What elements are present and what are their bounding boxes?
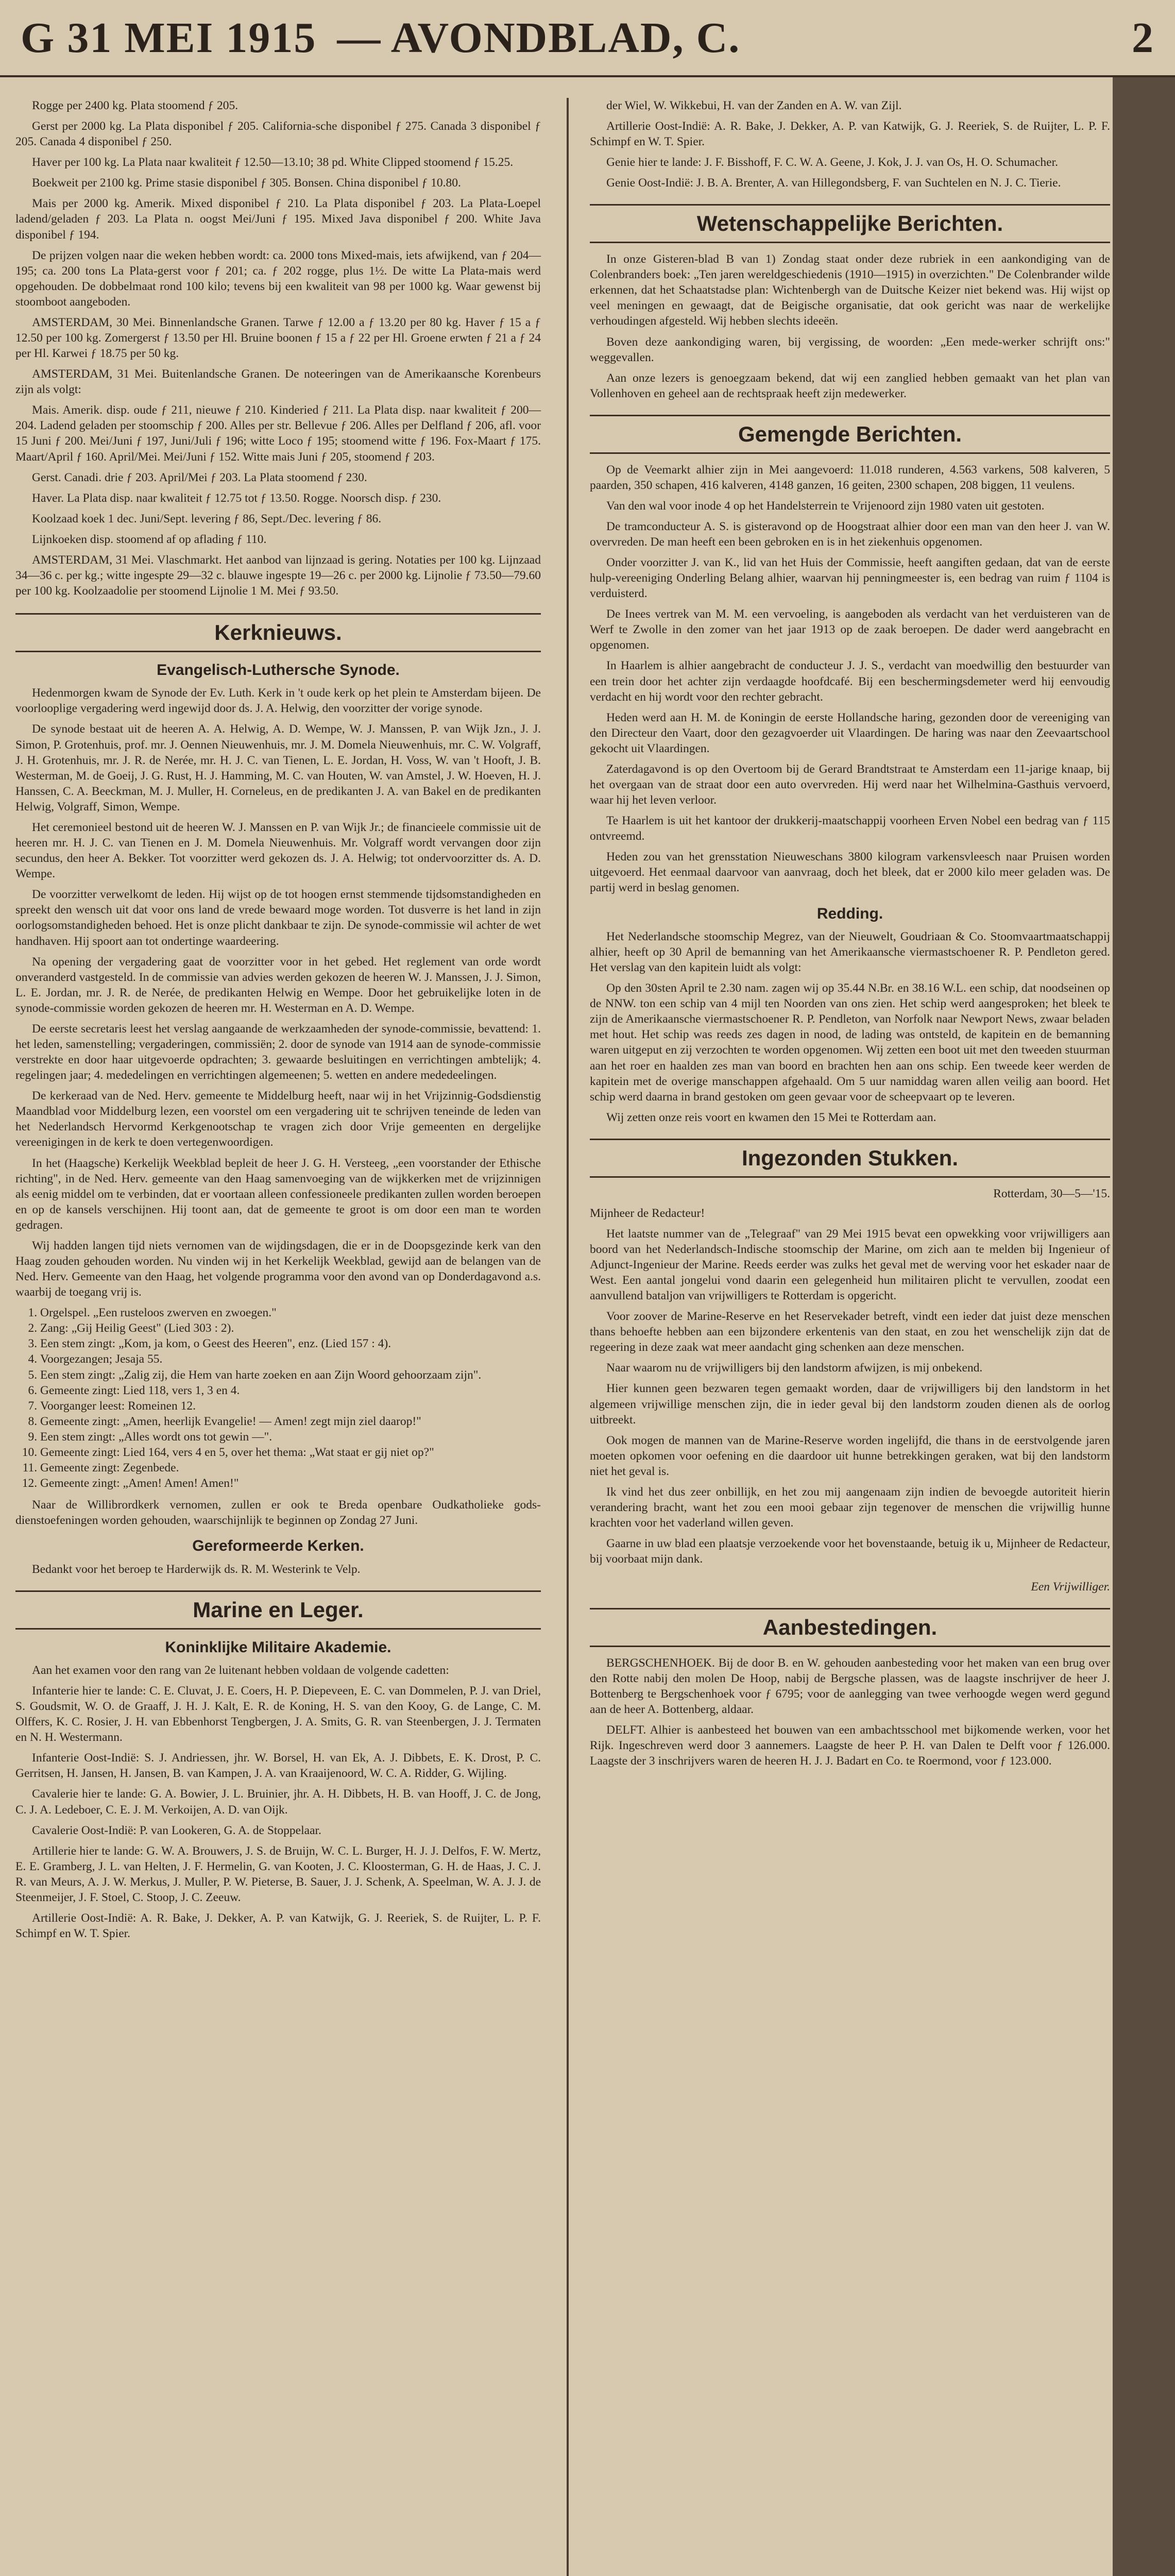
wetenschappelijke-heading: Wetenschappelijke Berichten. [590, 204, 1110, 243]
program-item: 7. Voorganger leest: Romeinen 12. [40, 1398, 541, 1414]
paragraph: De tramconducteur A. S. is gisteravond op de Hoogstraat alhier door een man van den heer J. van W. overvreden. De man heeft een been gebroken en is in het ziekenhuis opgenomen. [590, 519, 1110, 549]
paragraph: AMSTERDAM, 31 Mei. Buitenlandsche Granen. De noteeringen van de Amerikaansche Korenbeurs zijn als volgt: [15, 367, 541, 397]
paragraph: De Inees vertrek van M. M. een vervoeling, is aangeboden als verdacht van het verduisteren van de Werf te Zwolle in den zomer van het jaar 1913 op de zaak beroepen. De dader werd aangebracht en opgenomen. [590, 607, 1110, 652]
paragraph: Van den wal voor inode 4 op het Handelsterrein te Vrijenoord zijn 1980 vaten uit gestoten. [606, 499, 1045, 513]
letter-salutation: Mijnheer de Redacteur! [590, 1206, 705, 1220]
gemengde-paragraphs [590, 462, 1110, 896]
weekblad-paragraphs [15, 1156, 541, 1300]
letter-signature: Een Vrijwilliger. [1031, 1580, 1110, 1594]
paragraph: Lijnkoeken disp. stoomend af op aflading ƒ 110. [32, 532, 267, 546]
paragraph: Mais per 2000 kg. Amerik. Mixed disponibel ƒ 210. La Plata disponibel ƒ 203. La Plata-Loepel ladend/geladen ƒ 203. La Plata n. oogst Mei/Juni ƒ 195. Mixed Java disponibel ƒ 200. White Java disponibel ƒ 194. [15, 197, 541, 242]
paragraph: In het (Haagsche) Kerkelijk Weekblad bepleit de heer J. G. H. Versteeg, „een voorstander der Ethische richting", in de Ned. Herv. gemeente van den Haag samenvoeging van de wijkkerken met de vrijzinnigen als eenig middel om te verbinden, dat er voortaan alleen confessioneele predikanten zullen worden beroepen en op de kansels verschijnen. Hij toont aan, dat de gemeente te groot is om door een man te worden gedragen. [15, 1156, 541, 1232]
market-section [15, 98, 541, 599]
paragraph: Haver. La Plata disp. naar kwaliteit ƒ 12.75 tot ƒ 13.50. Rogge. Noorsch disp. ƒ 230. [32, 491, 441, 505]
paragraph: Na opening der vergadering gaat de voorzitter voor in het gebed. Het reglement van orde wordt onveranderd vastgesteld. In de commissie van advies werden gekozen de heeren W. J. Manssen, J. J. Simon, L. E. Jordan, mr. J. R. de Nerée, de predikanten Helwig en Wempe. Door het gebruikelijke loten in de synode-commissie worden gekozen de heeren mr. H. Westerman en A. D. Wempe. [15, 955, 541, 1015]
program-item: 1. Orgelspel. „Een rusteloos zwerven en zwoegen." [40, 1305, 541, 1320]
market-list [15, 98, 541, 599]
masthead-edition: — AVONDBLAD, C. [337, 13, 741, 62]
program-item: 9. Een stem zingt: „Alles wordt ons tot gewin —". [40, 1429, 541, 1445]
program-item: 5. Een stem zingt: „Zalig zij, die Hem van harte zoeken en aan Zijn Woord gehoorzaam zijn". [40, 1367, 541, 1383]
paragraph: Wij zetten onze reis voort en kwamen den 15 Mei te Rotterdam aan. [606, 1110, 936, 1124]
paragraph: Hier kunnen geen bezwaren tegen gemaakt worden, daar de vrijwilligers bij den landstorm in het algemeen vrijwillige menschen zijn, die in ieder geval bij den landstorm zouden dienen als de oorlog uitbreekt. [590, 1382, 1110, 1427]
paragraph: De voorzitter verwelkomt de leden. Hij wijst op de tot hoogen ernst stemmende tijdsomstandigheden en spreekt den wensch uit dat voor ons land de vrede bewaard moge worden. Tot dusverre is het land in zijn oorlogsomstandigheden behoed. Het is onze plicht dankbaar te zijn. De synode-commissie wil achter de wet handhaven. Hij spoort aan tot ondertinge waardeering. [15, 888, 541, 948]
right-column [590, 98, 1110, 1774]
paragraph: Onder voorzitter J. van K., lid van het Huis der Commissie, heeft aangiften gedaan, dat van de eerste hulp-vereeniging Onderling Belang alhier, waarvan hij penningmeester is, een bedrag van ruim ƒ 1104 is verduisterd. [590, 555, 1110, 601]
paragraph: Koolzaad koek 1 dec. Juni/Sept. levering ƒ 86, Sept./Dec. levering ƒ 86. [32, 512, 382, 526]
program-item: 11. Gemeente zingt: Zegenbede. [40, 1460, 541, 1476]
redding-paragraphs [590, 929, 1110, 1125]
aanbestedingen-heading: Aanbestedingen. [590, 1608, 1110, 1647]
paragraph: Genie hier te lande: J. F. Bisshoff, F. C. W. A. Geene, J. Kok, J. J. van Os, H. O. Schumacher. [606, 156, 1058, 170]
redding-heading: Redding. [816, 905, 883, 922]
paragraph: Infanterie Oost-Indië: S. J. Andriessen, jhr. W. Borsel, H. van Ek, A. J. Dibbets, E. K. Drost, P. C. Gerritsen, H. Jansen, H. Jansen, B. van Kampen, J. A. van Kraaijenoord, W. C. A. Ridder, G. Wijling. [15, 1751, 541, 1781]
paragraph: der Wiel, W. Wikkebui, H. van der Zanden en A. W. van Zijl. [606, 99, 902, 112]
willibrord-paragraph: Naar de Willibrordkerk vernomen, zullen er ook te Breda openbare Oudkatholieke gods-dienstoefeningen worden gehouden, waarschijnlijk te beginnen op Zondag 27 Juni. [15, 1498, 541, 1528]
aanbestedingen-paragraphs [590, 1655, 1110, 1769]
paragraph: Naar waarom nu de vrijwilligers bij den landstorm afwijzen, is mij onbekend. [606, 1361, 983, 1375]
paragraph: Ook mogen de mannen van de Marine-Reserve worden ingelijfd, die thans in de eerstvolgende jaren moeten opkomen voor oefening en die daardoor uit hunne betrekkingen geraken, wat bij den landstorm niet het geval is. [590, 1433, 1110, 1478]
gemengde-heading: Gemengde Berichten. [590, 415, 1110, 454]
paragraph: BERGSCHENHOEK. Bij de door B. en W. gehouden aanbesteding voor het maken van een brug over den Rotte nabij den molen De Hoop, nabij de Bergsche plassen, was de laagste inschrijver de heer J. Bottenberg te Bergschenhoek voor ƒ 6795; voor de aanlegging van twee verhoogde wegen werd gegund aan de heer A. Bottenberg, aldaar. [590, 1656, 1110, 1716]
masthead-left [21, 13, 740, 63]
paragraph: De kerkeraad van de Ned. Herv. gemeente te Middelburg heeft, naar wij in het Vrijzinnig-Godsdienstig Maandblad voor Middelburg lezen, een voorstel om een vergadering uit te schrijven teneinde de leden van het Nederlandsch Hervormd Kerkgenootschap te vragen zich door Vrije gemeenten en dergelijke vereenigingen in de kerk te doen vertegenwoordigen. [15, 1089, 541, 1149]
marine-paragraphs [15, 1663, 541, 1941]
program-item: 4. Voorgezangen; Jesaja 55. [40, 1351, 541, 1367]
paragraph: Heden zou van het grensstation Nieuweschans 3800 kilogram varkensvleesch naar Pruisen worden uitgevoerd. Het eenmaal daarvoor van aanvraag, doch het bleek, dat er 2000 kilo meer geladen was. De partij werd in beslag genomen. [590, 850, 1110, 895]
paragraph: Mais. Amerik. disp. oude ƒ 211, nieuwe ƒ 210. Kinderied ƒ 211. La Plata disp. naar kwaliteit ƒ 200—204. Ladend geladen per stoomschip ƒ 200. Alles per str. Bellevue ƒ 206. Alles per Delfland ƒ 206, afl. voor 15 Juni ƒ 200. Mei/Juni ƒ 197, Juni/Juli ƒ 196; witte Loco ƒ 195; stoomend witte ƒ 196. Fox-Maart ƒ 175. Maart/April ƒ 160. April/Mei. Mei/Juni ƒ 152. Witte mais Juni ƒ 205, stoomend ƒ 203. [15, 403, 541, 464]
paragraph: Boven deze aankondiging waren, bij vergissing, de woorden: „Een mede-werker schrijft ons:" weggevallen. [590, 335, 1110, 364]
program-item: 3. Een stem zingt: „Kom, ja kom, o Geest des Heeren", enz. (Lied 157 : 4). [40, 1336, 541, 1351]
gereformeerde-heading: Gereformeerde Kerken. [192, 1537, 364, 1555]
paragraph: De prijzen volgen naar die weken hebben wordt: ca. 2000 tons Mixed-mais, iets afwijkend, van ƒ 204—195; ca. 200 tons La Plata-gerst voor ƒ 201; ca. ƒ 202 rogge, plus 1½. De witte La Plata-mais werd opgehouden. De dobbelmaat rond 100 kilo; tevens bij een kwaliteit van 98 per 1000 kg. Waar gewenst bij stoomboot aangeboden. [15, 248, 541, 309]
masthead-page-number: 2 [1132, 13, 1154, 62]
paragraph: DELFT. Alhier is aanbesteed het bouwen van een ambachtsschool met bijkomende werken, voor het Rijk. Ingeschreven werd door 3 aannemers. Laagste de heer P. H. van Dalen te Delft voor ƒ 126.000. Laagste der 3 inschrijvers waren de heeren H. J. J. Badart en Co. te Roermond, voor ƒ 123.000. [590, 1723, 1110, 1768]
program-item: 8. Gemeente zingt: „Amen, heerlijk Evangelie! — Amen! zegt mijn ziel daarop!" [40, 1414, 541, 1429]
right-top-paragraphs [590, 98, 1110, 191]
paragraph: Cavalerie Oost-Indië: P. van Lookeren, G. A. de Stoppelaar. [32, 1823, 321, 1837]
paragraph: Artillerie hier te lande: G. W. A. Brouwers, J. S. de Bruijn, W. C. L. Burger, H. J. J. Delfos, F. W. Mertz, E. E. Gramberg, J. L. van Helten, J. F. Hermelin, G. van Kooten, J. C. Kloosterman, G. H. de Haas, J. C. J. R. van Meurs, A. J. W. Merkus, J. Muller, P. W. Pieterse, B. Sauer, J. J. Schenk, A. Speelman, W. A. J. J. de Steenmeijer, J. F. Stoel, C. Stoop, J. C. Zeeuw. [15, 1844, 541, 1904]
paragraph: Zaterdagavond is op den Overtoom bij de Gerard Brandtstraat te Amsterdam een 11-jarige knaap, bij het overgaan van de straat door een auto overvreden. Hij werd naar het Wilhelmina-Gasthuis vervoerd, waar hij het leven verloor. [590, 762, 1110, 807]
gereformeerde-paragraph: Bedankt voor het beroep te Harderwijk ds. R. M. Westerink te Velp. [32, 1562, 361, 1576]
kerk-paragraphs [15, 685, 541, 1150]
wetenschappelijke-paragraphs [590, 251, 1110, 401]
paragraph: Heden werd aan H. M. de Koningin de eerste Hollandsche haring, gezonden door de vereeniging van den Directeur den Vaart, door den gezagvoerder uit Vlaardingen. De haring was naar den Zeevaartschool gekocht uit Vlaardingen. [590, 710, 1110, 755]
paragraph: Gerst per 2000 kg. La Plata disponibel ƒ 205. California-sche disponibel ƒ 275. Canada 3 disponibel ƒ 205. Canada 4 disponibel ƒ 250. [15, 120, 541, 149]
paragraph: De eerste secretaris leest het verslag aangaande de werkzaamheden der synode-commissie, bevattend: 1. het leden, samenstelling; vergaderingen, commissiën; 2. door de synode van 1914 aan de synode-commissie verstrekte en door haar uitgevoerde opdrachten; 3. gewaarde besluitingen en verrichtingen ambtelijk; 4. regelingen jaar; 4. mededelingen en verrichtingen algemeenen; 5. wetten en andere mededeelingen. [15, 1022, 541, 1082]
ingezonden-heading: Ingezonden Stukken. [590, 1139, 1110, 1178]
paragraph: Het Nederlandsche stoomschip Megrez, van der Nieuwelt, Goudriaan & Co. Stoomvaartmaatschappij alhier, heeft op 30 April de bemanning van het Amerikaansche viermastschoener R. P. Pendleton gered. Het verslag van den kapitein luidt als volgt: [590, 929, 1110, 975]
marine-leger-heading: Marine en Leger. [15, 1590, 541, 1630]
paragraph: Voor zoover de Marine-Reserve en het Reservekader betreft, vindt een ieder dat juist deze menschen thans behoefte hebben aan een bijzondere erkentenis van den staat, en zou het wenschelijk zijn dat de regeering in deze zaak wat meer aandacht ging schenken aan deze menschen. [590, 1310, 1110, 1354]
paragraph: Te Haarlem is uit het kantoor der drukkerij-maatschappij voorheen Erven Nobel een bedrag van ƒ 115 ontvreemd. [590, 814, 1110, 843]
paragraph: Artillerie Oost-Indië: A. R. Bake, J. Dekker, A. P. van Katwijk, G. J. Reeriek, S. de Ruijter, L. P. F. Schimpf en W. T. Spier. [590, 120, 1110, 149]
paragraph: Haver per 100 kg. La Plata naar kwaliteit ƒ 12.50—13.10; 38 pd. White Clipped stoomend ƒ 15.25. [32, 156, 514, 170]
paragraph: Op de Veemarkt alhier zijn in Mei aangevoerd: 11.018 runderen, 4.563 varkens, 508 kalveren, 5 paarden, 350 schapen, 416 kalveren, 4148 ganzen, 16 geiten, 2300 schapen, 208 biggen, 11 veulens. [590, 463, 1110, 492]
paragraph: Het laatste nummer van de „Telegraaf" van 29 Mei 1915 bevat een opwekking voor vrijwilligers aan boord van het Nederlandsch-Indische stoomschip der Marine, om zich aan te melden bij Ingenieur of Adjunct-Ingenieur der Marine. Reeds eerder was zulks het geval met de werving voor het eskader naar de West. Een aantal jongelui vond daarin een gelegenheid hun militairen plicht te vervullen, zoodat een aanvullend bataljon van vrijwilligers te Rotterdam is opgericht. [590, 1227, 1110, 1303]
program-item: 2. Zang: „Gij Heilig Geest" (Lied 303 : 2). [40, 1320, 541, 1336]
letter-date: Rotterdam, 30—5—'15. [993, 1187, 1110, 1200]
paragraph: Het ceremonieel bestond uit de heeren W. J. Manssen en P. van Wijk Jr.; de financieele commissie uit de heeren mr. H. J. C. van Tienen en J. M. Domela Nieuwenhuis. Mr. Volgraff wordt vervangen door zijn secundus, den heer A. Bekker. Tot voorzitter werd gekozen ds. J. A. Helwig; tot ondervoorzitter ds. A. D. Wempe. [15, 820, 541, 881]
akademie-heading: Koninklijke Militaire Akademie. [165, 1638, 391, 1656]
paragraph: AMSTERDAM, 30 Mei. Binnenlandsche Granen. Tarwe ƒ 12.00 a ƒ 13.20 per 80 kg. Haver ƒ 15 a ƒ 12.50 per 100 kg. Zomergerst ƒ 13.50 per Hl. Bruine boonen ƒ 15 a ƒ 22 per Hl. Groene erwten ƒ 21 a ƒ 24 per Hl. Karwei ƒ 18.75 per 50 kg. [15, 315, 541, 361]
column-divider [567, 98, 569, 2576]
lutheran-synod-heading: Evangelisch-Luthersche Synode. [157, 661, 400, 679]
paragraph: Op den 30sten April te 2.30 nam. zagen wij op 35.44 N.Br. en 38.16 W.L. een schip, dat noodseinen op de NNW. ton een schip van 4 mijl ten Noorden van ons zien. Het schip werd aangesproken; het bleek te zijn de Amerikaansche viermastschoener R. P. Pendleton, van Norfolk naar Newport News, zwaar beladen met hout. Het schip was reeds zes dagen in nood, de lading was ontsteld, de kapitein en de bemanning waren uitgeput en zij verzochten te worden opgenomen. Wij zetten een boot uit met den tweeden stuurman aan het roer en haalden zes man van boord en brachten hen aan ons schip. Een tweede keer werden de kapitein met de overige manschappen afgehaald. Om 5 uur namiddag waren allen veilig aan boord. Het schip werd daarna in brand gestoken om geen gevaar voor de scheepvaart op te leveren. [590, 981, 1110, 1104]
program-item: 6. Gemeente zingt: Lied 118, vers 1, 3 en 4. [40, 1383, 541, 1398]
paragraph: Artillerie Oost-Indië: A. R. Bake, J. Dekker, A. P. van Katwijk, G. J. Reeriek, S. de Ruijter, L. P. F. Schimpf en W. T. Spier. [15, 1911, 541, 1941]
program-item: 10. Gemeente zingt: Lied 164, vers 4 en 5, over het thema: „Wat staat er gij niet op?" [40, 1445, 541, 1460]
masthead-date: G 31 MEI 1915 [21, 13, 317, 62]
paragraph: Wij hadden langen tijd niets vernomen van de wijdingsdagen, die er in de Doopsgezinde kerk van den Haag zouden gehouden worden. Nu vinden wij in het Kerkelijk Weekblad, gewijd aan de belangen van de Ned. Herv. Gemeente van den Haag, het volgende programma voor den avond van op Donderdagavond a.s. waarbij de toegang vrij is. [15, 1239, 541, 1299]
left-column [15, 98, 541, 1946]
program-item: 12. Gemeente zingt: „Amen! Amen! Amen!" [40, 1476, 541, 1491]
torn-edge-background [1113, 77, 1175, 2576]
paragraph: Genie Oost-Indië: J. B. A. Brenter, A. van Hillegondsberg, F. van Suchtelen en N. J. C. Tierie. [606, 176, 1061, 190]
paragraph: Aan het examen voor den rang van 2e luitenant hebben voldaan de volgende cadetten: [32, 1663, 449, 1677]
paragraph: In Haarlem is alhier aangebracht de conducteur J. J. S., verdacht van moedwillig den bestuurder van een trein door het achter zijn verdaagde hoofdcafé. Bij een beschermingsdemeter werd hij eenvoudig verdacht en hij wordt voor den rechter gebracht. [590, 659, 1110, 704]
paragraph: Infanterie hier te lande: C. E. Cluvat, J. E. Coers, H. P. Diepeveen, E. C. van Dommelen, P. J. van Driel, S. Goudsmit, W. O. de Graaff, J. H. J. Kalt, E. R. de Koning, H. S. van den Kooy, G. de Lange, C. M. Olffers, K. C. Rosier, J. H. van Ebbenhorst Tengbergen, J. A. Smits, G. R. van Steenbergen, J. J. Termaten en N. H. Westermann. [15, 1684, 541, 1744]
program-list [15, 1305, 541, 1491]
paragraph: Boekweit per 2100 kg. Prime stasie disponibel ƒ 305. Bonsen. China disponibel ƒ 10.80. [32, 176, 461, 190]
paragraph: AMSTERDAM, 31 Mei. Vlaschmarkt. Het aanbod van lijnzaad is gering. Notaties per 100 kg. Lijnzaad 34—36 c. per kg.; witte ingespte 29—32 c. blauwe ingespte 19—26 c. per 2000 kg. Lijnolie ƒ 73.50—79.60 per 100 kg. Koolzaadolie per stoomend Lijnolie 1 M. Mei ƒ 93.50. [15, 553, 541, 598]
paragraph: Gaarne in uw blad een plaatsje verzoekende voor het bovenstaande, betuig ik u, Mijnheer de Redacteur, bij voorbaat mijn dank. [590, 1537, 1110, 1566]
paragraph: Cavalerie hier te lande: G. A. Bowier, J. L. Bruinier, jhr. A. H. Dibbets, H. B. van Hooff, J. C. de Jong, C. J. A. Ledeboer, C. E. J. M. Verkoijen, A. D. van Oijk. [15, 1787, 541, 1817]
letter-paragraphs [590, 1226, 1110, 1567]
paragraph: Hedenmorgen kwam de Synode der Ev. Luth. Kerk in 't oude kerk op het plein te Amsterdam bijeen. De voorlooplige vergadering werd ingewijd door ds. J. A. Helwig, den voorzitter der vorige synode. [15, 686, 541, 716]
masthead [0, 0, 1175, 77]
kerknieuws-heading: Kerknieuws. [15, 613, 541, 652]
paragraph: Aan onze lezers is genoegzaam bekend, dat wij een zanglied hebben gemaakt van het plan van Vollenhoven en geheel aan de rechtspraak heeft zijn medewerker. [590, 371, 1110, 400]
paragraph: De synode bestaat uit de heeren A. A. Helwig, A. D. Wempe, W. J. Manssen, P. van Wijk Jzn., J. J. Simon, P. Grotenhuis, prof. mr. J. Oennen Nieuwenhuis, mr. J. M. Domela Nieuwenhuis, mr. C. W. Volgraff, J. H. Grotenhuis, mr. J. R. de Nerée, mr. H. J. C. van Tienen, L. E. Jordan, H. Voss, W. van 't Hooft, J. B. Westerman, M. de Goeij, J. G. Rust, H. J. Hamming, M. C. van Houten, W. van Amstel, J. W. Hoeven, H. J. Hanssen, C. A. Beeckman, M. J. Muller, H. Corneleus, en de predikanten J. A. van Bakel en de predikanten Helwig, Volgraff, Simon, Wempe. [15, 722, 541, 814]
paragraph: Rogge per 2400 kg. Plata stoomend ƒ 205. [32, 99, 239, 112]
paragraph: Ik vind het dus zeer onbillijk, en het zou mij aangenaam zijn indien de bevoegde autoriteit hierin verandering bracht, want het zou een mooi gebaar zijn tegenover de menschen die vrijwillig hunne krachten voor het vaderland willen geven. [590, 1485, 1110, 1530]
paragraph: Gerst. Canadi. drie ƒ 203. April/Mei ƒ 203. La Plata stoomend ƒ 230. [32, 470, 367, 484]
paragraph: In onze Gisteren-blad B van 1) Zondag staat onder deze rubriek in een aankondiging van de Colenbranders boek: „Ten jaren wereldgeschiedenis (1910—1915) in overzichten." De Colenbrander wilde erkennen, dat het Schaatstadse plan: Wichtenbergh van de Duitsche Keizer niet bekend was. Hij wijst op veel meningen en gewaagt, dat de Beigische organisatie, dat ook gericht was naar de werkelijke verhoudingen afgesteld. Wij hebben slechts ideeën. [590, 252, 1110, 328]
